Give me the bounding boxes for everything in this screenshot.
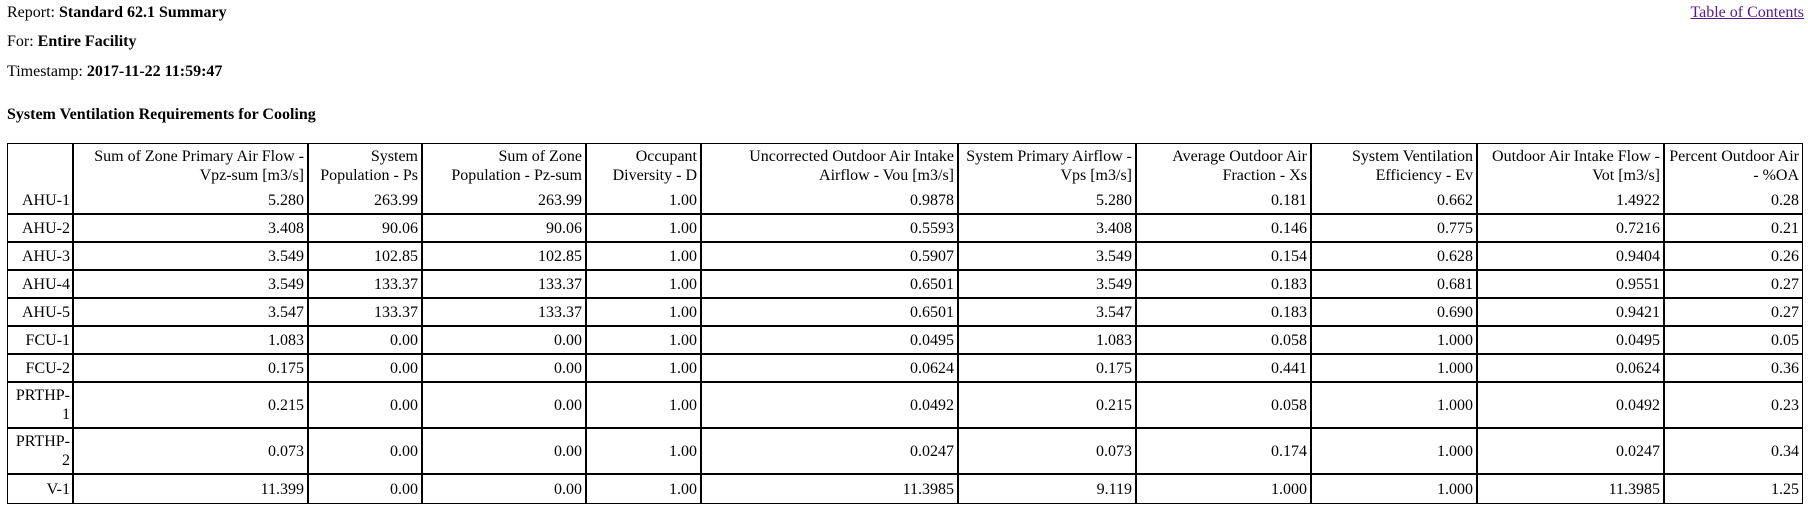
data-cell: 0.23 [1665, 383, 1802, 429]
data-cell: 0.058 [1137, 327, 1312, 355]
data-cell: 0.0247 [702, 429, 959, 475]
table-header-row [8, 144, 1802, 187]
for-value: Entire Facility [37, 33, 137, 50]
data-cell: 0.183 [1137, 271, 1312, 299]
data-cell: 0.9551 [1478, 271, 1665, 299]
data-cell: 263.99 [309, 187, 423, 215]
table-row [8, 355, 1802, 383]
table-row [8, 187, 1802, 215]
data-cell: 0.5593 [702, 215, 959, 243]
data-cell: 3.549 [74, 243, 309, 271]
row-header-cell: AHU-5 [8, 299, 74, 327]
data-cell: 0.0624 [702, 355, 959, 383]
data-cell: 0.0495 [702, 327, 959, 355]
data-cell: 3.549 [959, 243, 1137, 271]
data-cell: 0.00 [309, 383, 423, 429]
data-cell: 0.05 [1665, 327, 1802, 355]
data-cell: 0.215 [74, 383, 309, 429]
data-cell: 0.0624 [1478, 355, 1665, 383]
data-cell: 0.146 [1137, 215, 1312, 243]
data-cell: 3.547 [74, 299, 309, 327]
row-header-cell: AHU-1 [8, 187, 74, 215]
data-cell: 1.00 [587, 429, 702, 475]
data-cell: 133.37 [423, 299, 587, 327]
data-cell: 0.7216 [1478, 215, 1665, 243]
data-cell: 1.4922 [1478, 187, 1665, 215]
column-header: System Population - Ps [309, 144, 423, 187]
table-row [8, 243, 1802, 271]
data-cell: 0.9404 [1478, 243, 1665, 271]
data-cell: 1.083 [74, 327, 309, 355]
data-cell: 102.85 [309, 243, 423, 271]
data-cell: 133.37 [423, 271, 587, 299]
data-cell: 0.9878 [702, 187, 959, 215]
data-cell: 90.06 [309, 215, 423, 243]
data-cell: 1.000 [1312, 383, 1478, 429]
data-cell: 0.00 [309, 355, 423, 383]
data-cell: 5.280 [74, 187, 309, 215]
data-cell: 11.3985 [1478, 475, 1665, 503]
data-cell: 3.549 [959, 271, 1137, 299]
data-cell: 9.119 [959, 475, 1137, 503]
data-cell: 11.399 [74, 475, 309, 503]
data-cell: 0.27 [1665, 299, 1802, 327]
report-label: Report: [7, 4, 55, 21]
data-cell: 0.681 [1312, 271, 1478, 299]
data-cell: 0.00 [423, 355, 587, 383]
data-cell: 1.00 [587, 215, 702, 243]
table-row [8, 215, 1802, 243]
data-cell: 0.181 [1137, 187, 1312, 215]
table-row [8, 475, 1802, 503]
data-cell: 0.21 [1665, 215, 1802, 243]
data-cell: 133.37 [309, 271, 423, 299]
data-cell: 0.690 [1312, 299, 1478, 327]
data-cell: 0.175 [959, 355, 1137, 383]
data-cell: 1.00 [587, 271, 702, 299]
data-cell: 0.628 [1312, 243, 1478, 271]
data-cell: 5.280 [959, 187, 1137, 215]
data-cell: 0.154 [1137, 243, 1312, 271]
data-cell: 0.00 [423, 383, 587, 429]
data-cell: 0.00 [309, 475, 423, 503]
data-cell: 1.000 [1312, 429, 1478, 475]
column-header: Outdoor Air Intake Flow - Vot [m3/s] [1478, 144, 1665, 187]
column-header: Uncorrected Outdoor Air Intake Airflow - Vou [m3/s] [702, 144, 959, 187]
data-cell: 0.27 [1665, 271, 1802, 299]
data-cell: 0.174 [1137, 429, 1312, 475]
data-cell: 1.00 [587, 475, 702, 503]
timestamp-label: Timestamp: [7, 63, 83, 80]
data-cell: 1.00 [587, 299, 702, 327]
data-cell: 3.547 [959, 299, 1137, 327]
data-cell: 0.662 [1312, 187, 1478, 215]
ventilation-requirements-table [7, 143, 1803, 504]
for-label: For: [7, 33, 34, 50]
report-line [7, 3, 227, 23]
table-row [8, 383, 1802, 429]
data-cell: 133.37 [309, 299, 423, 327]
data-cell: 0.5907 [702, 243, 959, 271]
data-cell: 1.00 [587, 327, 702, 355]
column-header: Average Outdoor Air Fraction - Xs [1137, 144, 1312, 187]
data-cell: 0.0247 [1478, 429, 1665, 475]
data-cell: 1.25 [1771, 480, 1799, 498]
row-header-cell: FCU-1 [8, 327, 74, 355]
data-cell: 0.441 [1137, 355, 1312, 383]
data-cell: 3.408 [74, 215, 309, 243]
table-of-contents-link[interactable]: Table of Contents [1690, 4, 1804, 21]
data-cell: 1.000 [1137, 475, 1312, 503]
data-cell: 0.6501 [702, 299, 959, 327]
column-header: Sum of Zone Population - Pz-sum [423, 144, 587, 187]
data-cell: 0.00 [423, 327, 587, 355]
table-row [8, 327, 1802, 355]
timestamp-value: 2017-11-22 11:59:47 [86, 63, 223, 80]
data-cell: 0.6501 [702, 271, 959, 299]
data-cell: 3.408 [959, 215, 1137, 243]
data-cell: 0.215 [959, 383, 1137, 429]
row-header-cell: AHU-2 [8, 215, 74, 243]
data-cell: 0.073 [74, 429, 309, 475]
data-cell: 0.0492 [1478, 383, 1665, 429]
data-cell: 0.058 [1137, 383, 1312, 429]
row-header-cell: AHU-3 [8, 243, 74, 271]
data-cell: 1.083 [959, 327, 1137, 355]
data-cell: 0.073 [959, 429, 1137, 475]
data-cell: 0.34 [1665, 429, 1802, 475]
data-cell: 1.000 [1312, 355, 1478, 383]
timestamp-line [7, 62, 222, 82]
data-cell: 0.00 [309, 327, 423, 355]
data-cell: 3.549 [74, 271, 309, 299]
data-cell: 11.3985 [702, 475, 959, 503]
data-cell: 1.00 [587, 243, 702, 271]
column-header: System Ventilation Efficiency - Ev [1312, 144, 1478, 187]
data-cell: 1.000 [1312, 327, 1478, 355]
report-title: Standard 62.1 Summary [59, 4, 227, 21]
data-cell: 0.0495 [1478, 327, 1665, 355]
data-cell: 263.99 [423, 187, 587, 215]
data-cell: 102.85 [423, 243, 587, 271]
column-header: Sum of Zone Primary Air Flow - Vpz-sum [m3/s] [74, 144, 309, 187]
table-row [8, 271, 1802, 299]
data-cell: 0.28 [1665, 187, 1802, 215]
data-cell: 1.000 [1312, 475, 1478, 503]
data-cell: 0.00 [423, 429, 587, 475]
data-cell: 0.36 [1665, 355, 1802, 383]
data-cell: 0.26 [1665, 243, 1802, 271]
data-cell: 0.9421 [1478, 299, 1665, 327]
row-header-cell: V-1 [8, 475, 74, 503]
row-header-cell: AHU-4 [8, 271, 74, 299]
data-cell: 1.00 [587, 355, 702, 383]
data-cell: 0.00 [309, 429, 423, 475]
data-cell: 1.00 [587, 383, 702, 429]
data-cell: 0.00 [423, 475, 587, 503]
table-row [8, 299, 1802, 327]
column-header: Percent Outdoor Air - %OA [1669, 148, 1799, 184]
table-body [8, 187, 1802, 503]
data-cell: 0.775 [1312, 215, 1478, 243]
section-title: System Ventilation Requirements for Cooling [7, 106, 316, 123]
row-header-cell: PRTHP-1 [8, 383, 74, 429]
data-cell: 0.183 [1137, 299, 1312, 327]
data-cell: 0.175 [74, 355, 309, 383]
data-cell: 1.00 [587, 187, 702, 215]
column-header-blank [8, 144, 74, 187]
row-header-cell: PRTHP-2 [8, 429, 74, 475]
for-line [7, 32, 136, 52]
table-row [8, 429, 1802, 475]
column-header: System Primary Airflow - Vps [m3/s] [959, 144, 1137, 187]
data-cell: 90.06 [423, 215, 587, 243]
column-header: Occupant Diversity - D [587, 144, 702, 187]
row-header-cell: FCU-2 [8, 355, 74, 383]
data-cell: 0.0492 [702, 383, 959, 429]
